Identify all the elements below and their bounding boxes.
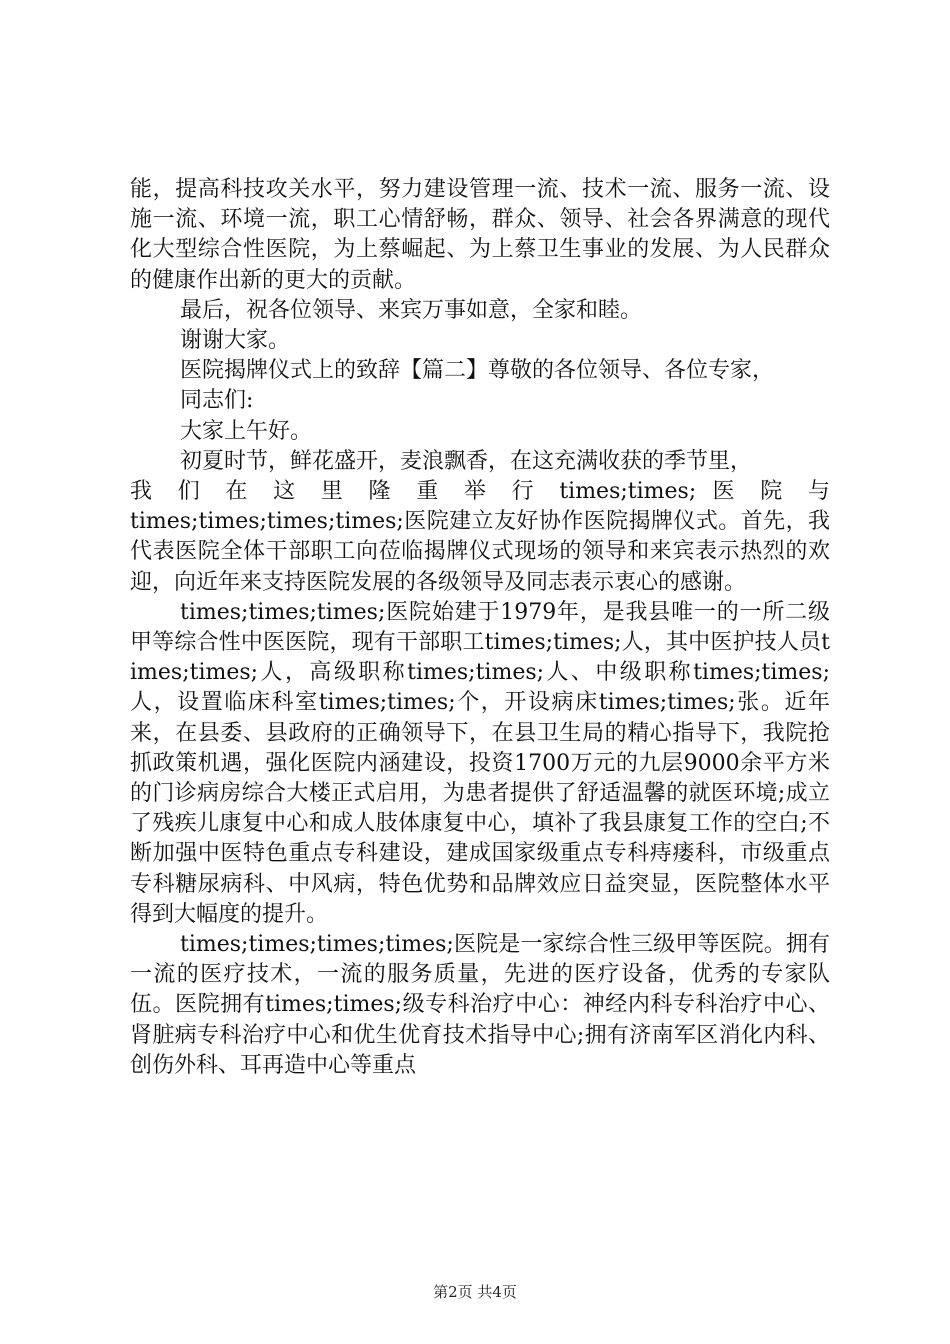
paragraph: times;times;times;times;医院建立友好协作医院揭牌仪式。首先，我代表医院全体干部职工向莅临揭牌仪式现场的领导和来宾表示热烈的欢迎，向近年来支持医院发展的各级领导及同志表示衷心的感谢。: [130, 509, 830, 595]
paragraph: 医院揭牌仪式上的致辞【篇二】尊敬的各位领导、各位专家，: [180, 358, 775, 384]
page-footer: 第2页 共4页: [433, 1283, 517, 1301]
paragraph: 初夏时节，鲜花盛开，麦浪飘香，在这充满收获的季节里，: [180, 448, 753, 474]
paragraph: 最后，祝各位领导、来宾万事如意，全家和睦。: [180, 297, 643, 323]
paragraph: times;times;times;医院始建于1979年，是我县唯一的一所二级甲等综合性中医医院，现有干部职工times;times;人，其中医护技人员times;times;人，高级职称times;times;人、中级职称times;times;人，设置临床科室times;times;个，开设病床times;times;张。近年来，在县委、县政府的正确领导下，在县卫生局的精心指导下，我院抢抓政策机遇，强化医院内涵建设，投资1700万元的九层9000余平方米的门诊病房综合大楼正式启用，为患者提供了舒适温馨的就医环境;成立了残疾儿康复中心和成人肢体康复中心，填补了我县康复工作的空白;不断加强中医特色重点专科建设，建成国家级重点专科痔瘘科，市级重点专科糖尿病科、中风病，特色优势和品牌效应日益突显，医院整体水平得到大幅度的提升。: [130, 599, 830, 927]
paragraph: times;times;times;times;医院是一家综合性三级甲等医院。拥有一流的医疗技术，一流的服务质量，先进的医疗设备，优秀的专家队伍。医院拥有times;times;级专科治疗中心：神经内科专科治疗中心、肾脏病专科治疗中心和优生优育技术指导中心;拥有济南军区消化内科、创伤外科、耳再造中心等重点: [130, 932, 830, 1078]
paragraph: 我 们 在 这 里 隆 重 举 行 times;times; 医 院 与: [130, 479, 830, 505]
document-body: [130, 175, 830, 1081]
paragraph: 谢谢大家。: [180, 328, 291, 354]
paragraph: 大家上午好。: [180, 418, 313, 444]
paragraph: 能，提高科技攻关水平，努力建设管理一流、技术一流、服务一流、设施一流、环境一流，职工心情舒畅，群众、领导、社会各界满意的现代化大型综合性医院，为上蔡崛起、为上蔡卫生事业的发展、为人民群众的健康作出新的更大的贡献。: [130, 177, 830, 293]
paragraph: 同志们:: [180, 388, 254, 414]
